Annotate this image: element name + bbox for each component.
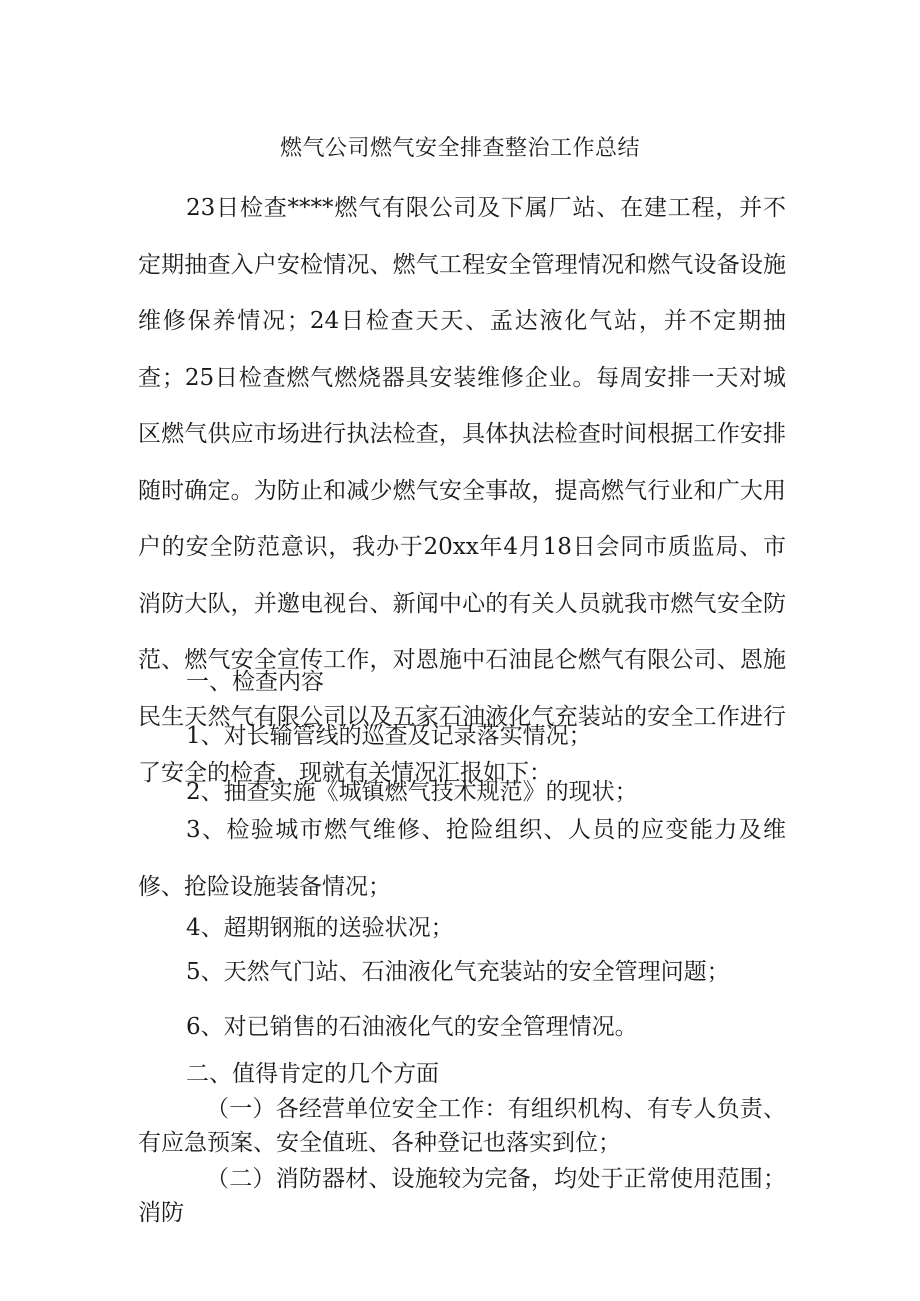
list-item-station-safety: 5、天然气门站、石油液化气充装站的安全管理问题； — [186, 959, 730, 985]
list-item-pipeline-patrol: 1、对长输管线的巡查及记录落实情况； — [186, 723, 592, 749]
section-heading-positive-aspects: 二、值得肯定的几个方面 — [186, 1061, 439, 1087]
intro-paragraph: 23日检查****燃气有限公司及下属厂站、在建工程，并不定期抽查入户安检情况、燃气工程安全管理情况和燃气设备设施维修保养情况；24日检查天天、孟达液化气站，并不定期抽查；25日检查燃气燃烧器具安装维修企业。每周安排一天对城区燃气供应市场进行执法检查，具体执法检查时间根据工作安排随时确定。为防止和减少燃气安全事故，提高燃气行业和广大用户的安全防范意识，我办于20xx年4月18日会同市质监局、市消防大队，并邀电视台、新闻中心的有关人员就我市燃气安全防范、燃气安全宣传工作，对恩施中石油昆仑燃气有限公司、恩施民生天然气有限公司以及五家石油液化气充装站的安全工作进行了安全的检查，现就有关情况汇报如下： — [138, 195, 786, 786]
list-item-lpg-safety: 6、对已销售的石油液化气的安全管理情况。 — [186, 1014, 638, 1040]
sub-item-safety-organization: （一）各经营单位安全工作：有组织机构、有专人负责、有应急预案、安全值班、各种登记也落实到位； — [138, 1096, 786, 1156]
list-item-emergency-capability: 3、检验城市燃气维修、抢险组织、人员的应变能力及维修、抢险设施装备情况； — [138, 817, 786, 900]
list-item-technical-code: 2、抽查实施《城镇燃气技术规范》的现状； — [186, 779, 638, 805]
sub-item-fire-equipment: （二）消防器材、设施较为完备，均处于正常使用范围；消防 — [138, 1166, 786, 1226]
section-heading-inspection-content: 一、检查内容 — [186, 669, 324, 695]
document-title: 燃气公司燃气安全排查整治工作总结 — [279, 136, 640, 161]
list-item-cylinder-inspection: 4、超期钢瓶的送验状况； — [186, 915, 454, 941]
